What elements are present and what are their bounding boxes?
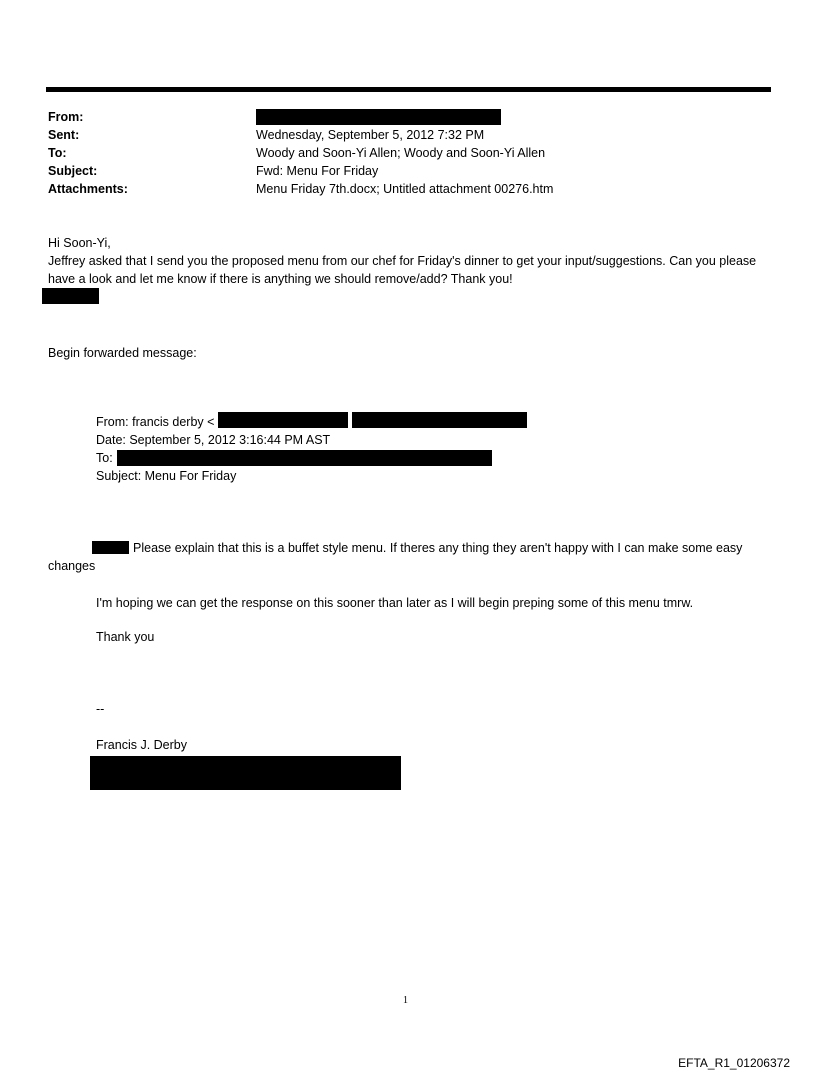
- fwd-date-line: Date: September 5, 2012 3:16:44 PM AST: [96, 433, 331, 447]
- attachments-label: Attachments:: [48, 182, 128, 196]
- fwd-subject-line: Subject: Menu For Friday: [96, 469, 237, 483]
- forward-intro: Begin forwarded message:: [48, 346, 197, 360]
- from-label: From:: [48, 110, 84, 124]
- signature-block-redaction: [90, 756, 401, 790]
- header-rule: [46, 87, 771, 92]
- to-value: Woody and Soon-Yi Allen; Woody and Soon-Yi Allen: [256, 146, 546, 160]
- fwd-thanks: Thank you: [96, 630, 155, 644]
- fwd-message-p1: Please explain that this is a buffet style menu. If theres any thing they aren't happy with I can make some easy changes: [48, 541, 743, 573]
- fwd-from-line: From: francis derby <: [96, 415, 215, 429]
- greeting: Hi Soon-Yi,: [48, 236, 111, 250]
- fwd-to-line: To:: [96, 451, 113, 465]
- from-redaction: [256, 109, 501, 125]
- sent-value: Wednesday, September 5, 2012 7:32 PM: [256, 128, 485, 142]
- fwd-email-redaction-2: [352, 412, 527, 428]
- signature-separator: --: [96, 702, 105, 716]
- document-id: EFTA_R1_01206372: [678, 1056, 790, 1070]
- attachments-value: Menu Friday 7th.docx; Untitled attachment 00276.htm: [256, 182, 554, 196]
- to-label: To:: [48, 146, 67, 160]
- signature-redaction: [42, 288, 99, 304]
- message-text: Jeffrey asked that I send you the proposed menu from our chef for Friday's dinner to get your input/suggestions. Can you please have a look and let me know if there is anything we should remove/add? Thank you!: [48, 254, 757, 286]
- sent-label: Sent:: [48, 128, 80, 142]
- fwd-to-redaction: [117, 450, 492, 466]
- subject-label: Subject:: [48, 164, 98, 178]
- fwd-email-redaction-1: [218, 412, 348, 428]
- fwd-message-p2: I'm hoping we can get the response on this sooner than later as I will begin preping some of this menu tmrw.: [96, 596, 694, 610]
- page-number: 1: [403, 995, 408, 1006]
- signature-name: Francis J. Derby: [96, 738, 187, 752]
- subject-value: Fwd: Menu For Friday: [256, 164, 379, 178]
